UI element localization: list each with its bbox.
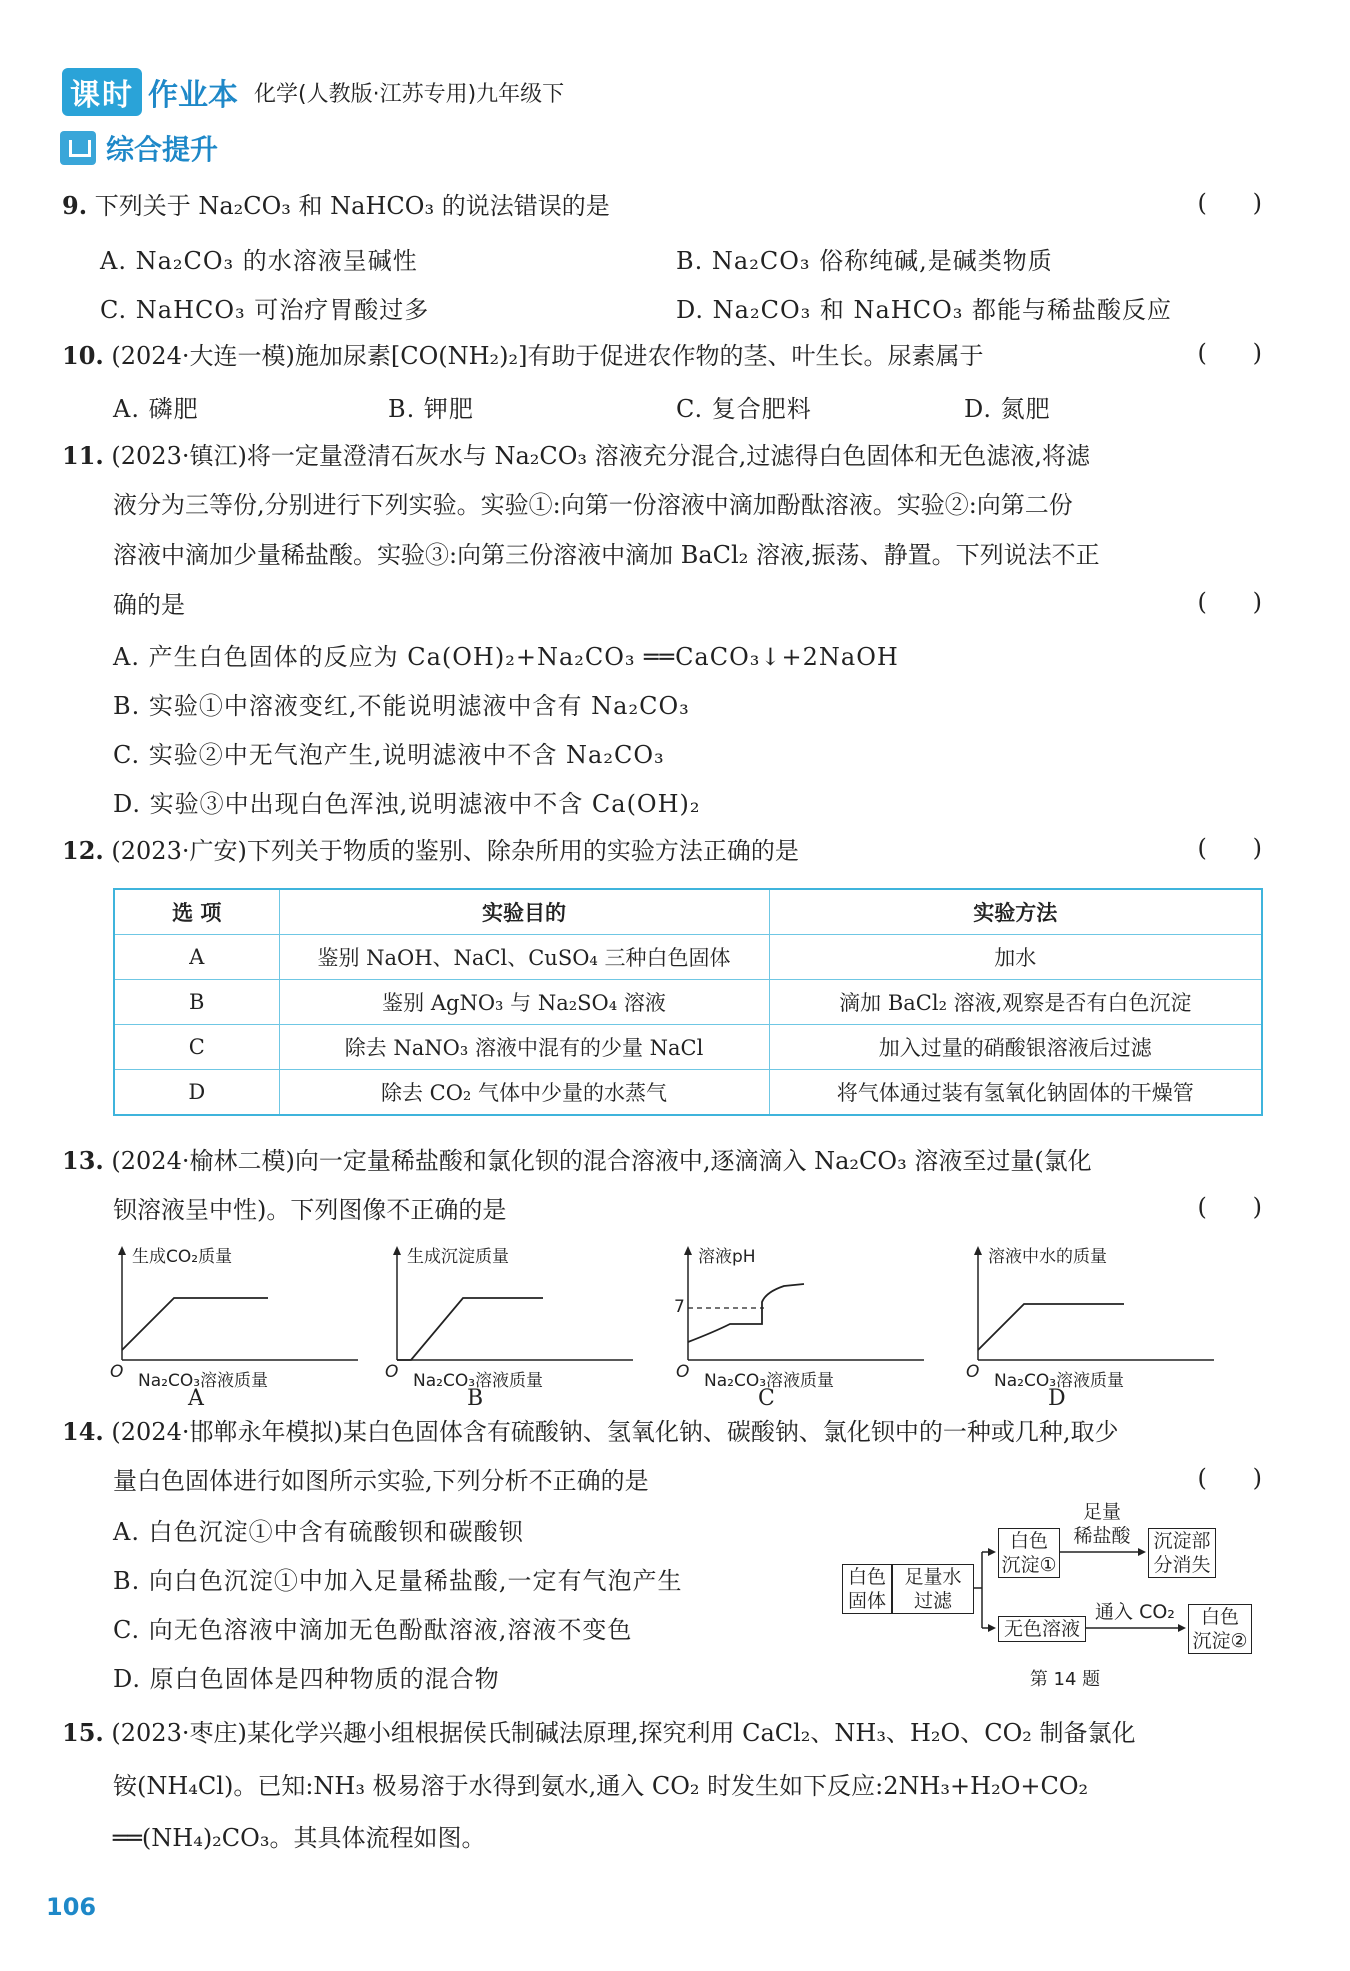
graph-c-ph7-tick: 7 (674, 1297, 685, 1317)
q9-stem (62, 189, 610, 223)
cell-purpose: 除去 NaNO₃ 溶液中混有的少量 NaCl (279, 1025, 769, 1070)
cell-method: 滴加 BaCl₂ 溶液,观察是否有白色沉淀 (769, 980, 1262, 1025)
flow-ppt-partial-dissolve (1148, 1528, 1216, 1578)
graph-a-ylabel: 生成CO₂质量 (132, 1247, 233, 1267)
cell-option: D (114, 1070, 279, 1116)
flow-water-filter (892, 1564, 974, 1614)
q15-number: 15. (62, 1718, 104, 1747)
q10-option-d: D. 氮肥 (964, 395, 1051, 423)
section-heading (60, 128, 218, 168)
table-row (114, 1025, 1262, 1070)
header-option: 选 项 (114, 889, 279, 935)
flow-ppt2-line1: 白色 (1200, 1606, 1239, 1628)
q9-text: 下列关于 Na₂CO₃ 和 NaHCO₃ 的说法错误的是 (94, 192, 610, 220)
q13-line-2: 钡溶液呈中性)。下列图像不正确的是 (113, 1196, 507, 1224)
flow-white-solid-line1: 白色 (847, 1566, 886, 1588)
graph-d-letter: D (1048, 1386, 1066, 1411)
graph-b-ylabel: 生成沉淀质量 (407, 1247, 509, 1267)
flow-white-precipitate-1 (998, 1528, 1060, 1578)
table-header-row (114, 889, 1262, 935)
flow-co2-label: 通入 CO₂ (1095, 1601, 1175, 1623)
q9-option-a: A. Na₂CO₃ 的水溶液呈碱性 (100, 247, 418, 275)
graph-b-letter: B (467, 1386, 484, 1411)
q12-number: 12. (62, 836, 104, 865)
q13-graph-d (964, 1242, 1224, 1411)
q11-line-4: 确的是 (113, 591, 185, 619)
q9-answer-paren: ( ) (1197, 189, 1262, 217)
graph-b-origin: O (385, 1362, 399, 1382)
cell-purpose: 鉴别 NaOH、NaCl、CuSO₄ 三种白色固体 (279, 935, 769, 980)
flow-partial-line1: 沉淀部 (1153, 1530, 1211, 1552)
graph-a-xlabel: Na₂CO₃溶液质量 (138, 1371, 269, 1391)
page-number: 106 (46, 1893, 97, 1921)
table-row (114, 980, 1262, 1025)
q9-option-b: B. Na₂CO₃ 俗称纯碱,是碱类物质 (676, 247, 1053, 275)
q10-option-c: C. 复合肥料 (676, 395, 812, 423)
header-method: 实验方法 (769, 889, 1262, 935)
q15-line-3: ══(NH₄)₂CO₃。其具体流程如图。 (113, 1824, 486, 1852)
graph-c-origin: O (676, 1362, 690, 1382)
q13-graph-b (383, 1242, 643, 1411)
q11-option-a: A. 产生白色固体的反应为 Ca(OH)₂+Na₂CO₃ ══CaCO₃↓+2NaOH (113, 643, 899, 671)
q10-stem (62, 339, 984, 373)
q11-line-2: 液分为三等份,分别进行下列实验。实验①:向第一份溶液中滴加酚酞溶液。实验②:向第二份 (113, 491, 1073, 519)
q11-text-1: (2023·镇江)将一定量澄清石灰水与 Na₂CO₃ 溶液充分混合,过滤得白色固体和无色滤液,将滤 (111, 442, 1090, 470)
flow-white-solid (842, 1564, 892, 1614)
graph-a-origin: O (110, 1362, 124, 1382)
q10-text: (2024·大连一模)施加尿素[CO(NH₂)₂]有助于促进农作物的茎、叶生长。尿素属于 (111, 342, 984, 370)
flow-acid-label (1062, 1500, 1142, 1548)
q14-line-2: 量白色固体进行如图所示实验,下列分析不正确的是 (113, 1467, 649, 1495)
q13-text-1: (2024·榆林二模)向一定量稀盐酸和氯化钡的混合溶液中,逐滴滴入 Na₂CO₃ 溶液至过量(氯化 (111, 1147, 1092, 1175)
q11-answer-paren: ( ) (1197, 588, 1262, 616)
q9-option-c: C. NaHCO₃ 可治疗胃酸过多 (100, 296, 430, 324)
q15-line-2: 铵(NH₄Cl)。已知:NH₃ 极易溶于水得到氨水,通入 CO₂ 时发生如下反应:2NH₃+H₂O+CO₂ (113, 1772, 1089, 1800)
flow-acid-line2: 稀盐酸 (1073, 1525, 1131, 1547)
graph-d-ylabel: 溶液中水的质量 (988, 1247, 1107, 1267)
q13-line-1 (62, 1144, 1092, 1178)
q10-answer-paren: ( ) (1197, 339, 1262, 367)
q14-answer-paren: ( ) (1197, 1464, 1262, 1492)
section-icon (60, 131, 96, 165)
table-row (114, 935, 1262, 980)
graph-b-xlabel: Na₂CO₃溶液质量 (413, 1371, 544, 1391)
cell-method: 加水 (769, 935, 1262, 980)
q9-number: 9. (62, 191, 88, 220)
flow-ppt1-line1: 白色 (1009, 1530, 1048, 1552)
q15-line-1 (62, 1716, 1136, 1750)
q12-answer-paren: ( ) (1197, 834, 1262, 862)
graph-c-xlabel: Na₂CO₃溶液质量 (704, 1371, 835, 1391)
q14-option-d: D. 原白色固体是四种物质的混合物 (113, 1665, 500, 1693)
q14-line-1 (62, 1415, 1118, 1449)
cell-option: B (114, 980, 279, 1025)
q15-text-1: (2023·枣庄)某化学兴趣小组根据侯氏制碱法原理,探究利用 CaCl₂、NH₃、H₂O、CO₂ 制备氯化 (111, 1719, 1136, 1747)
q9-option-d: D. Na₂CO₃ 和 NaHCO₃ 都能与稀盐酸反应 (676, 296, 1173, 324)
q11-number: 11. (62, 441, 104, 470)
logo: 课时 (62, 68, 142, 116)
flow-white-solid-line2: 固体 (847, 1590, 886, 1612)
flow-colorless-solution: 无色溶液 (998, 1616, 1086, 1642)
graph-c-letter: C (758, 1386, 775, 1411)
q14-option-a: A. 白色沉淀①中含有硫酸钡和碳酸钡 (113, 1518, 524, 1546)
q10-number: 10. (62, 341, 104, 370)
cell-purpose: 鉴别 AgNO₃ 与 Na₂SO₄ 溶液 (279, 980, 769, 1025)
q14-flow-diagram (840, 1500, 1280, 1700)
q14-text-1: (2024·邯郸永年模拟)某白色固体含有硫酸钠、氢氧化钠、碳酸钠、氯化钡中的一种或几种,取少 (111, 1418, 1119, 1446)
flow-caption: 第 14 题 (1029, 1669, 1101, 1690)
flow-ppt2-line2: 沉淀② (1192, 1630, 1248, 1652)
cell-option: A (114, 935, 279, 980)
q10-option-b: B. 钾肥 (388, 395, 474, 423)
flow-step1-line1: 足量水 (904, 1566, 962, 1588)
cell-method: 加入过量的硝酸银溶液后过滤 (769, 1025, 1262, 1070)
q13-answer-paren: ( ) (1197, 1193, 1262, 1221)
q11-line-3: 溶液中滴加少量稀盐酸。实验③:向第三份溶液中滴加 BaCl₂ 溶液,振荡、静置。下列说法不正 (113, 541, 1100, 569)
book-subtitle: 化学(人教版·江苏专用)九年级下 (254, 81, 565, 107)
q14-number: 14. (62, 1417, 104, 1446)
header-purpose: 实验目的 (279, 889, 769, 935)
page-header (62, 70, 564, 114)
table-row (114, 1070, 1262, 1116)
graph-d-xlabel: Na₂CO₃溶液质量 (994, 1371, 1125, 1391)
q12-stem (62, 834, 799, 868)
q11-option-c: C. 实验②中无气泡产生,说明滤液中不含 Na₂CO₃ (113, 741, 665, 769)
graph-d-origin: O (966, 1362, 980, 1382)
flow-white-precipitate-2 (1188, 1604, 1252, 1654)
q12-table (113, 888, 1263, 1116)
q14-option-c: C. 向无色溶液中滴加无色酚酞溶液,溶液不变色 (113, 1616, 633, 1644)
flow-ppt1-line2: 沉淀① (1001, 1554, 1057, 1576)
section-title: 综合提升 (106, 133, 219, 166)
cell-option: C (114, 1025, 279, 1070)
q13-number: 13. (62, 1146, 104, 1175)
cell-purpose: 除去 CO₂ 气体中少量的水蒸气 (279, 1070, 769, 1116)
cell-method: 将气体通过装有氢氧化钠固体的干燥管 (769, 1070, 1262, 1116)
flow-step1-line2: 过滤 (913, 1590, 952, 1612)
q13-graph-a (108, 1242, 368, 1411)
q11-option-d: D. 实验③中出现白色浑浊,说明滤液中不含 Ca(OH)₂ (113, 790, 701, 818)
q12-text: (2023·广安)下列关于物质的鉴别、除杂所用的实验方法正确的是 (111, 837, 799, 865)
q14-option-b: B. 向白色沉淀①中加入足量稀盐酸,一定有气泡产生 (113, 1567, 683, 1595)
q11-option-b: B. 实验①中溶液变红,不能说明滤液中含有 Na₂CO₃ (113, 692, 690, 720)
graph-a-letter: A (188, 1386, 204, 1411)
brand: 作业本 (148, 78, 238, 113)
flow-acid-line1: 足量 (1082, 1501, 1121, 1523)
flow-partial-line2: 分消失 (1153, 1554, 1211, 1576)
graph-c-ylabel: 溶液pH (698, 1247, 756, 1267)
q13-graph-c (674, 1242, 934, 1411)
q10-option-a: A. 磷肥 (113, 395, 199, 423)
q11-line-1 (62, 439, 1090, 473)
